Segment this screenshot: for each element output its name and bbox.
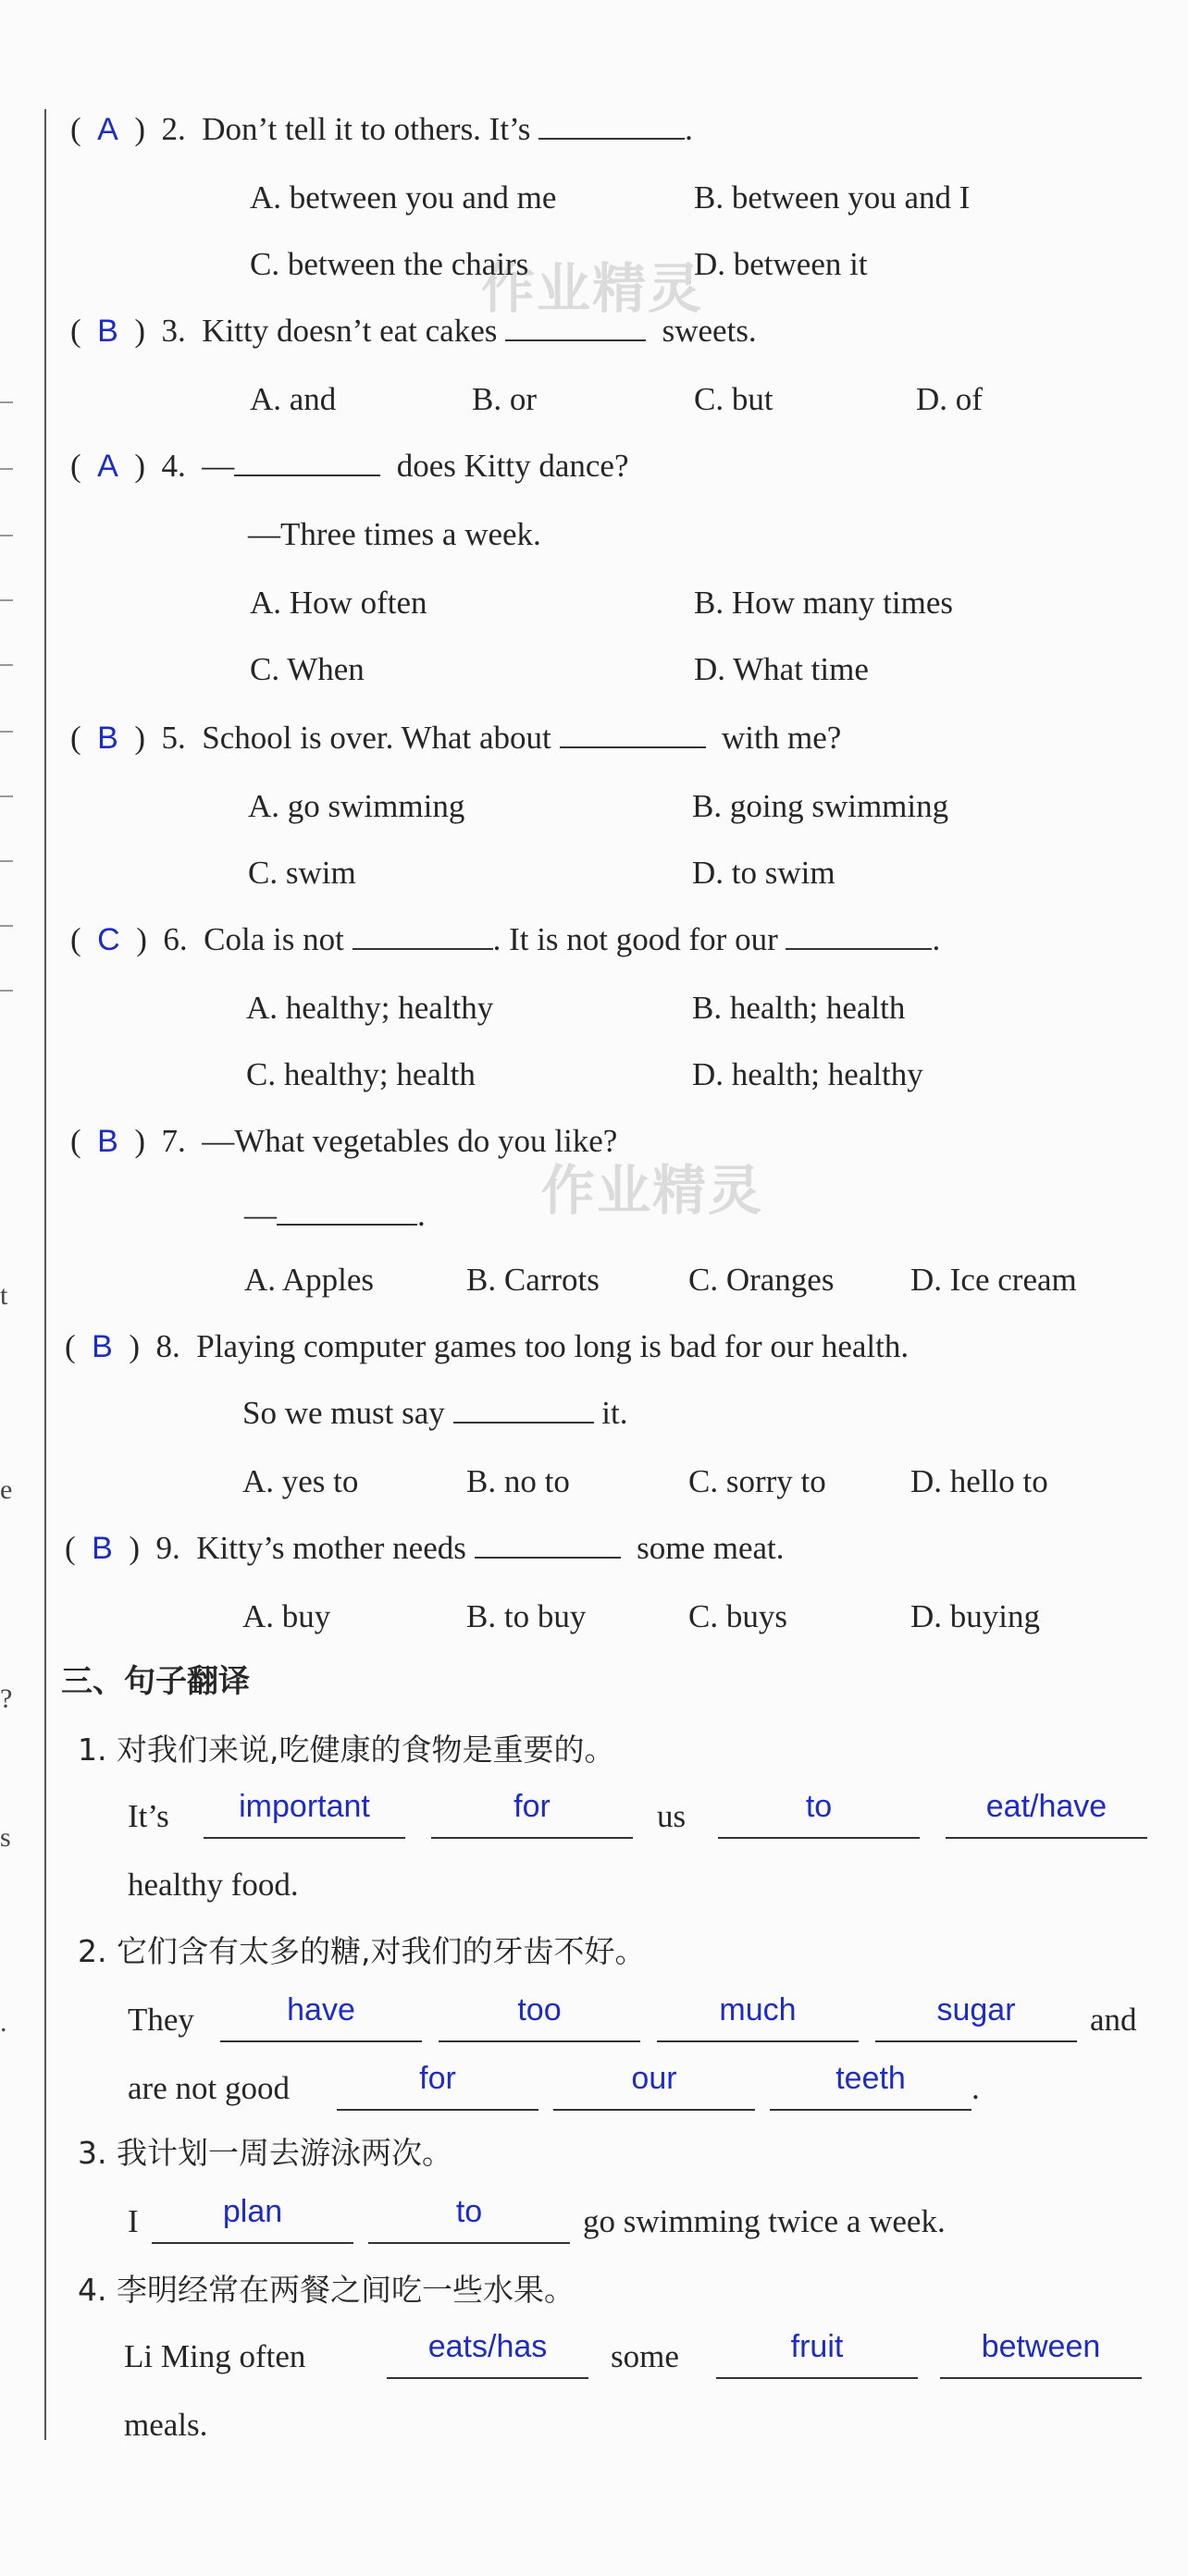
- sentence-start: are not good: [128, 2070, 290, 2106]
- section-title: 三、句子翻译: [61, 1663, 250, 1700]
- sentence-start: Li Ming often: [124, 2338, 306, 2374]
- option-c: C. healthy; health: [246, 1056, 476, 1092]
- answer-blank[interactable]: [453, 1394, 594, 1424]
- option-d: D. to swim: [692, 855, 835, 891]
- filled-answer: to: [455, 2194, 483, 2229]
- option-a: A. and: [250, 381, 337, 417]
- option-d: D. buying: [910, 1598, 1040, 1634]
- sentence-tail: go swimming twice a week.: [583, 2203, 946, 2239]
- filled-answer: between: [981, 2329, 1101, 2364]
- filled-answer: much: [719, 1992, 797, 2028]
- filled-answer: eat/have: [985, 1789, 1108, 1824]
- margin-tick: [0, 664, 13, 666]
- answer-line[interactable]: [940, 2377, 1142, 2379]
- option-b: B. Carrots: [466, 1262, 600, 1298]
- option-d: D. What time: [694, 651, 869, 687]
- answer-letter: B: [92, 1329, 113, 1364]
- answer-blank[interactable]: [560, 719, 706, 748]
- answer-letter: C: [97, 922, 120, 957]
- margin-tick: [0, 468, 13, 470]
- answer-letter: A: [97, 112, 118, 147]
- option-d: D. between it: [694, 246, 868, 282]
- option-c: C. buys: [688, 1598, 787, 1634]
- answer-line[interactable]: [337, 2109, 538, 2111]
- option-d: D. of: [916, 381, 983, 417]
- answer-line[interactable]: [220, 2040, 422, 2042]
- translation-prompt: 3. 我计划一周去游泳两次。: [78, 2135, 452, 2171]
- option-b: B. health; health: [692, 990, 906, 1026]
- sentence-word: and: [1090, 2002, 1137, 2038]
- sentence-tail: healthy food.: [128, 1867, 299, 1903]
- filled-answer: teeth: [835, 2061, 906, 2096]
- option-a: A. yes to: [242, 1463, 359, 1499]
- sentence-start: I: [128, 2203, 139, 2239]
- option-b: B. no to: [466, 1463, 570, 1499]
- option-a: A. go swimming: [248, 788, 465, 824]
- option-a: A. buy: [242, 1598, 331, 1634]
- answer-blank[interactable]: [234, 447, 380, 476]
- edge-letter: s: [0, 1822, 11, 1853]
- sentence-word: us: [657, 1798, 687, 1834]
- answer-blank[interactable]: [277, 1196, 417, 1226]
- answer-line[interactable]: [387, 2377, 588, 2379]
- sentence-end: .: [971, 2070, 980, 2106]
- dialogue-reply: — .: [244, 1197, 426, 1233]
- option-b: B. or: [472, 381, 537, 417]
- answer-line[interactable]: [553, 2109, 755, 2111]
- margin-tick: [0, 925, 13, 927]
- translation-prompt: 4. 李明经常在两餐之间吃一些水果。: [78, 2272, 575, 2308]
- margin-tick: [0, 990, 13, 992]
- option-a: A. healthy; healthy: [246, 990, 494, 1026]
- option-c: C. between the chairs: [250, 246, 529, 282]
- option-d: D. health; healthy: [692, 1056, 923, 1092]
- margin-tick: [0, 795, 13, 797]
- question-7: ( B ) 7. —What vegetables do you like?: [70, 1123, 618, 1159]
- edge-letter: t: [0, 1280, 8, 1311]
- answer-blank[interactable]: [505, 312, 646, 341]
- answer-line[interactable]: [204, 1837, 405, 1839]
- answer-line[interactable]: [431, 1837, 633, 1839]
- question-8-line2: So we must say it.: [242, 1395, 628, 1431]
- answer-letter: B: [97, 314, 118, 349]
- answer-line[interactable]: [152, 2242, 353, 2244]
- question-6: ( C ) 6. Cola is not . It is not good for our .: [70, 921, 941, 957]
- question-number: 2.: [161, 111, 186, 147]
- sentence-word: some: [611, 2338, 679, 2374]
- answer-letter: B: [92, 1531, 113, 1566]
- answer-line[interactable]: [875, 2040, 1077, 2042]
- answer-line[interactable]: [716, 2377, 918, 2379]
- option-d: D. hello to: [910, 1463, 1048, 1499]
- question-stem: Don’t tell it to others. It’s: [202, 111, 531, 147]
- answer-line[interactable]: [657, 2040, 859, 2042]
- filled-answer: fruit: [790, 2329, 844, 2364]
- edge-letter: e: [0, 1474, 13, 1505]
- sentence-tail: meals.: [124, 2407, 208, 2443]
- margin-rule: [44, 109, 46, 2440]
- filled-answer: sugar: [936, 1992, 1016, 2028]
- option-b: B. going swimming: [692, 788, 949, 824]
- answer-blank[interactable]: [538, 110, 685, 140]
- answer-blank[interactable]: [475, 1529, 621, 1559]
- option-d: D. Ice cream: [910, 1262, 1077, 1298]
- option-b: B. How many times: [694, 585, 953, 621]
- option-b: B. to buy: [466, 1598, 587, 1634]
- watermark: 作业精灵: [541, 1159, 764, 1222]
- filled-answer: our: [631, 2061, 677, 2096]
- sentence-start: It’s: [128, 1798, 169, 1834]
- option-c: C. swim: [248, 855, 356, 891]
- option-c: C. When: [250, 651, 365, 687]
- answer-line[interactable]: [718, 1837, 920, 1839]
- margin-tick: [0, 731, 13, 733]
- question-5: ( B ) 5. School is over. What about with me?: [70, 720, 842, 756]
- filled-answer: have: [287, 1992, 355, 2028]
- option-c: C. sorry to: [688, 1463, 826, 1499]
- question-9: ( B ) 9. Kitty’s mother needs some meat.: [65, 1530, 785, 1566]
- edge-letter: .: [0, 2007, 7, 2038]
- filled-answer: to: [805, 1789, 833, 1824]
- sentence-start: They: [128, 2002, 194, 2038]
- option-a: A. How often: [250, 585, 427, 621]
- question-8: ( B ) 8. Playing computer games too long is bad for our health.: [65, 1328, 910, 1364]
- option-b: B. between you and I: [694, 179, 971, 216]
- question-4: ( A ) 4. — does Kitty dance?: [70, 448, 629, 484]
- dialogue-reply: —Three times a week.: [248, 516, 541, 552]
- question-2: ( A ) 2. Don’t tell it to others. It’s .: [70, 111, 693, 147]
- option-a: A. between you and me: [250, 179, 557, 216]
- translation-prompt: 1. 对我们来说,吃健康的食物是重要的。: [78, 1732, 615, 1768]
- option-a: A. Apples: [244, 1262, 374, 1298]
- filled-answer: for: [514, 1789, 551, 1824]
- edge-letter: ?: [0, 1683, 13, 1714]
- filled-answer: too: [517, 1992, 562, 2028]
- filled-answer: for: [419, 2061, 456, 2096]
- answer-blank[interactable]: [353, 920, 493, 950]
- answer-letter: B: [97, 1124, 118, 1159]
- filled-answer: plan: [222, 2194, 283, 2229]
- answer-letter: A: [97, 449, 118, 484]
- margin-tick: [0, 535, 13, 536]
- answer-letter: B: [97, 721, 118, 756]
- margin-tick: [0, 860, 13, 862]
- watermark: 作业精灵: [481, 257, 704, 320]
- answer-blank[interactable]: [786, 920, 932, 950]
- option-c: C. but: [694, 381, 773, 417]
- answer-line[interactable]: [439, 2040, 640, 2042]
- margin-tick: [0, 401, 13, 403]
- answer-line[interactable]: [770, 2109, 971, 2111]
- margin-tick: [0, 599, 13, 601]
- question-3: ( B ) 3. Kitty doesn’t eat cakes sweets.: [70, 313, 757, 349]
- answer-line[interactable]: [368, 2242, 570, 2244]
- filled-answer: eats/has: [427, 2329, 548, 2364]
- option-c: C. Oranges: [688, 1262, 835, 1298]
- filled-answer: important: [239, 1789, 370, 1824]
- translation-prompt: 2. 它们含有太多的糖,对我们的牙齿不好。: [78, 1933, 646, 1969]
- answer-line[interactable]: [946, 1837, 1147, 1839]
